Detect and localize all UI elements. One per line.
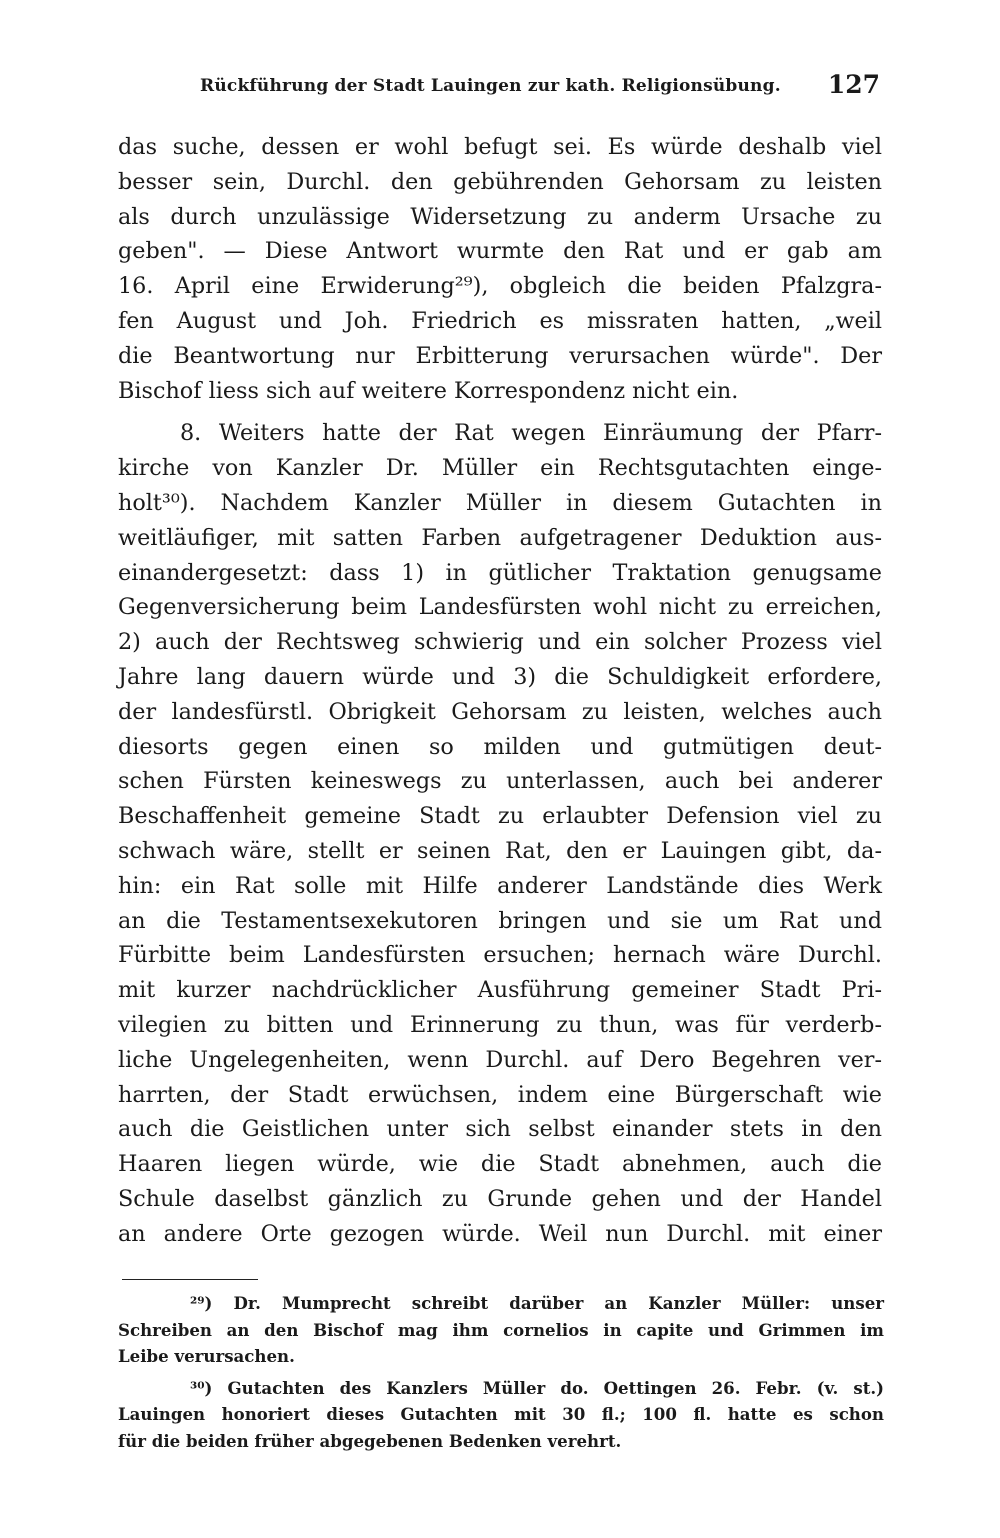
text-line: schen Fürsten keineswegs zu unterlassen, auch bei anderer [118,768,882,795]
text-line: hin: ein Rat solle mit Hilfe anderer Landstände dies Werk [118,872,882,899]
text-line: holt³⁰). Nachdem Kanzler Müller in diesem Gutachten in [118,489,882,516]
text-line: diesorts gegen einen so milden und gutmütigen deut- [118,733,882,760]
text-line: kirche von Kanzler Dr. Müller ein Rechtsgutachten einge- [118,455,882,482]
paragraph-1 [118,130,882,408]
text-line: einandergesetzt: dass 1) in gütlicher Traktation genugsame [118,559,882,586]
text-line: schwach wäre, stellt er seinen Rat, den er Lauingen gibt, da- [118,837,882,864]
footnote-line: Lauingen honoriert dieses Gutachten mit 30 fl.; 100 fl. hatte es schon [118,1404,884,1424]
text-line: weitläufiger, mit satten Farben aufgetragener Deduktion aus- [118,524,882,551]
footnote-29 [118,1290,884,1370]
text-line: geben". — Diese Antwort wurmte den Rat und er gab am [118,238,882,265]
text-line: Jahre lang dauern würde und 3) die Schuldigkeit erfordere, [118,663,882,690]
text-line: 2) auch der Rechtsweg schwierig und ein solcher Prozess viel [118,629,882,656]
text-line: als durch unzulässige Widersetzung zu anderm Ursache zu [118,203,882,230]
page-number: 127 [827,70,880,99]
text-line: an die Testamentsexekutoren bringen und sie um Rat und [118,907,882,934]
text-line: die Beantwortung nur Erbitterung verursachen würde". Der [118,342,882,369]
text-line: an andere Orte gezogen würde. Weil nun Durchl. mit einer [118,1220,882,1247]
text-line: harrten, der Stadt erwüchsen, indem eine Bürgerschaft wie [118,1081,882,1108]
running-head [200,70,880,102]
text-line: liche Ungelegenheiten, wenn Durchl. auf Dero Begehren ver- [118,1046,882,1073]
text-line: vilegien zu bitten und Erinnerung zu thun, was für verderb- [118,1011,882,1038]
footnote-line: ²⁹) Dr. Mumprecht schreibt darüber an Kanzler Müller: unser [190,1293,884,1313]
paragraph-2 [118,416,882,1251]
text-line: 16. April eine Erwiderung²⁹), obgleich die beiden Pfalzgra- [118,273,882,300]
text-line: besser sein, Durchl. den gebührenden Gehorsam zu leisten [118,168,882,195]
text-line: auch die Geistlichen unter sich selbst einander stets in den [118,1116,882,1143]
footnote-30 [118,1375,884,1455]
text-line: 8. Weiters hatte der Rat wegen Einräumung der Pfarr- [180,420,882,447]
footnote-line: für die beiden früher abgegebenen Bedenken verehrt. [118,1430,622,1451]
running-title: Rückführung der Stadt Lauingen zur kath. Religionsübung. [200,76,781,96]
text-line: das suche, dessen er wohl befugt sei. Es würde deshalb viel [118,134,882,160]
footnote-line: Schreiben an den Bischof mag ihm cornelios in capite und Grimmen im [118,1319,884,1340]
text-line: Fürbitte beim Landesfürsten ersuchen; hernach wäre Durchl. [118,942,882,969]
text-line: Haaren liegen würde, wie die Stadt abnehmen, auch die [118,1151,882,1178]
text-line: fen August und Joh. Friedrich es missraten hatten, „weil [118,307,882,334]
text-line: Schule daselbst gänzlich zu Grunde gehen und der Handel [118,1185,882,1212]
text-line: Beschaffenheit gemeine Stadt zu erlaubter Defension viel zu [118,803,882,830]
paragraph-gap [118,408,882,416]
footnote-line: Leibe verursachen. [118,1346,295,1366]
footnote-rule [122,1279,258,1280]
text-line: der landesfürstl. Obrigkeit Gehorsam zu leisten, welches auch [118,698,882,725]
text-line: mit kurzer nachdrücklicher Ausführung gemeiner Stadt Pri- [118,977,882,1004]
footnote-line: ³⁰) Gutachten des Kanzlers Müller do. Oettingen 26. Febr. (v. st.) [190,1377,884,1398]
footnotes [118,1290,884,1454]
text-line: Bischof liess sich auf weitere Korrespondenz nicht ein. [118,377,739,404]
body-text [118,130,882,1252]
text-line: Gegenversicherung beim Landesfürsten wohl nicht zu erreichen, [118,594,882,621]
